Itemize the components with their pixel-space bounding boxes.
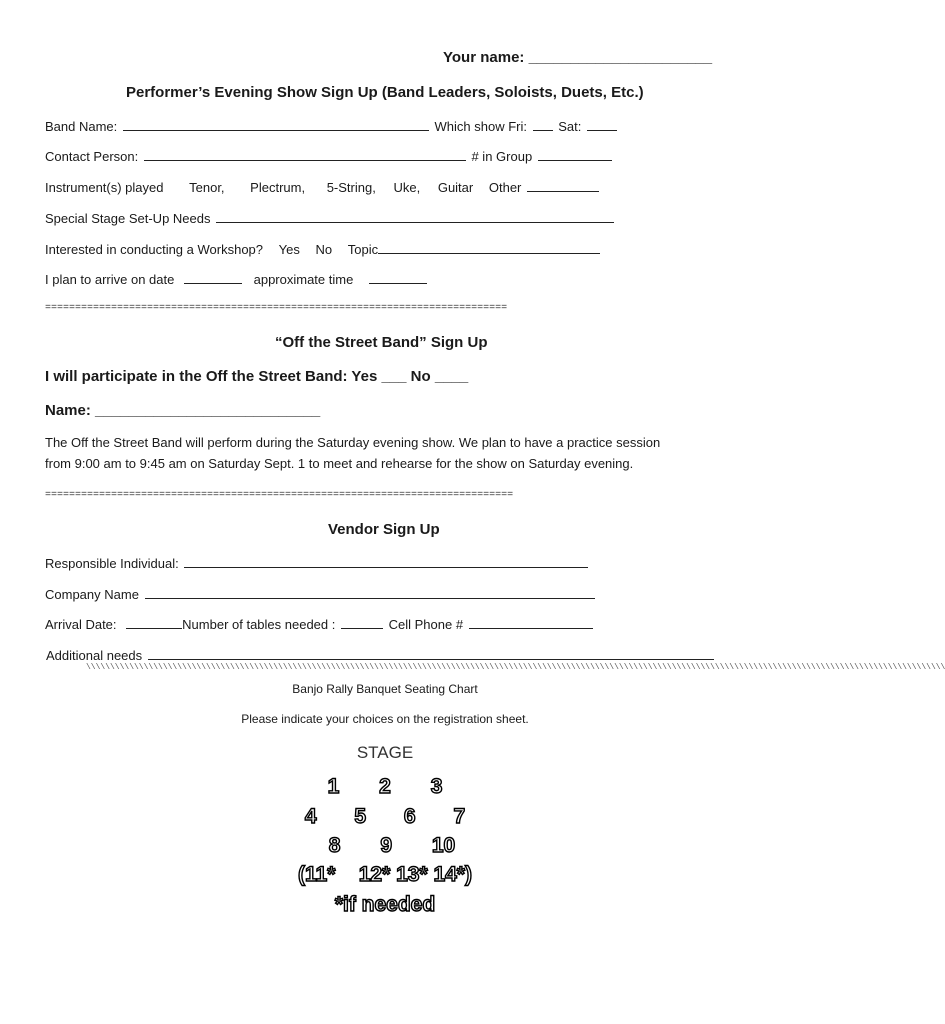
group-count-label: # in Group: [471, 149, 533, 164]
responsible-input[interactable]: [184, 555, 588, 568]
table-2[interactable]: 2: [379, 775, 391, 798]
tables-label: Number of tables needed :: [182, 617, 336, 632]
table-6[interactable]: 6: [403, 805, 416, 828]
contact-row: [45, 148, 614, 164]
seat-row-2: [0, 805, 770, 829]
cut-line: \\\\\\\\\\\\\\\\\\\\\\\\\\\\\\\\\\\\\\\\\\\\\\\\\\\\\\\\\\\\\\\\\\\\\\\\\\\\\\\\\\\\\\\\\\\\\\\\\\\\\\\\\\\\\\\\\\\\\\\\\\\\\\\\\\\\\\\\\\\\\\\\\\\\\\\\\\\\\\\\\\\\\\\\\\\\\\\\\\\: [86, 663, 945, 672]
company-label: Company Name: [45, 587, 139, 602]
tables-input[interactable]: [341, 616, 383, 629]
seat-row-4[interactable]: (11* 12* 13* 14*): [298, 863, 472, 886]
table-3[interactable]: 3: [430, 775, 443, 798]
sat-input[interactable]: [587, 118, 617, 131]
arrival-date-row: [45, 616, 595, 632]
separator-line: ==============================================================================: [45, 490, 514, 501]
company-row: [45, 586, 597, 602]
company-input[interactable]: [145, 586, 595, 599]
off-street-desc-line1: The Off the Street Band will perform during the Saturday evening show. We plan to have a practice session: [45, 435, 661, 450]
additional-needs-input[interactable]: [148, 647, 714, 660]
fri-input[interactable]: [533, 118, 553, 131]
additional-needs-row: [46, 647, 716, 663]
responsible-label: Responsible Individual:: [45, 556, 179, 571]
option-other[interactable]: Other: [488, 180, 522, 195]
other-instrument-input[interactable]: [527, 179, 599, 192]
approx-time-label: approximate time: [253, 272, 354, 287]
special-stage-label: Special Stage Set-Up Needs: [45, 211, 211, 226]
contact-label: Contact Person:: [45, 149, 139, 164]
table-5[interactable]: 5: [354, 805, 367, 828]
off-street-title: “Off the Street Band” Sign Up: [275, 334, 488, 351]
instruments-label: Instrument(s) played: [45, 180, 164, 195]
option-tenor[interactable]: Tenor,: [189, 180, 225, 195]
seat-row-1: [0, 775, 770, 799]
off-street-participate[interactable]: I will participate in the Off the Street Band: Yes ___ No ____: [45, 368, 469, 385]
performer-section-title: Performer’s Evening Show Sign Up (Band Leaders, Soloists, Duets, Etc.): [126, 84, 644, 101]
vendor-title: Vendor Sign Up: [328, 521, 440, 538]
seat-row-3: [0, 834, 770, 858]
band-name-input[interactable]: [123, 118, 429, 131]
arrival-row: [45, 271, 429, 287]
special-stage-input[interactable]: [216, 210, 614, 223]
table-1[interactable]: 1: [327, 775, 340, 798]
which-show-label: Which show Fri:: [434, 119, 527, 134]
off-street-name-field[interactable]: Name: ___________________________: [45, 402, 321, 419]
option-uke[interactable]: Uke,: [393, 180, 421, 195]
special-stage-row: [45, 210, 616, 226]
topic-label: Topic: [347, 242, 379, 257]
off-street-desc-line2: from 9:00 am to 9:45 am on Saturday Sept. 1 to meet and rehearse for the show on Saturday evening.: [45, 456, 634, 471]
arrival-date-label: Arrival Date:: [45, 617, 117, 632]
option-5-string[interactable]: 5-String,: [326, 180, 376, 195]
workshop-label: Interested in conducting a Workshop?: [45, 242, 264, 257]
workshop-yes[interactable]: Yes: [278, 242, 300, 257]
arrive-date-label: I plan to arrive on date: [45, 272, 175, 287]
table-7[interactable]: 7: [453, 805, 466, 828]
table-10[interactable]: 10: [431, 834, 456, 857]
separator-line: =============================================================================: [45, 303, 508, 314]
seating-chart-title: Banjo Rally Banquet Seating Chart: [292, 682, 478, 696]
table-4[interactable]: 4: [304, 805, 317, 828]
option-plectrum[interactable]: Plectrum,: [250, 180, 306, 195]
arrive-date-input[interactable]: [184, 271, 242, 284]
band-name-label: Band Name:: [45, 119, 118, 134]
band-name-row: [45, 118, 619, 134]
workshop-no[interactable]: No: [315, 242, 333, 257]
arrival-date-input[interactable]: [126, 616, 182, 629]
your-name-field[interactable]: Your name: ______________________: [443, 49, 713, 66]
stage-label: STAGE: [356, 743, 414, 762]
option-guitar[interactable]: Guitar: [437, 180, 474, 195]
responsible-row: [45, 555, 590, 571]
group-count-input[interactable]: [538, 148, 612, 161]
additional-needs-label: Additional needs: [46, 648, 143, 663]
cell-phone-label: Cell Phone #: [388, 617, 464, 632]
instruments-row: [45, 179, 601, 195]
workshop-row: [45, 241, 602, 257]
contact-input[interactable]: [144, 148, 466, 161]
topic-input[interactable]: [378, 241, 600, 254]
seating-chart-instruction: Please indicate your choices on the registration sheet.: [241, 712, 529, 726]
table-9[interactable]: 9: [380, 834, 392, 857]
approx-time-input[interactable]: [369, 271, 427, 284]
cell-phone-input[interactable]: [469, 616, 593, 629]
if-needed-note: *if needed: [334, 893, 436, 916]
sat-label: Sat:: [558, 119, 582, 134]
table-8[interactable]: 8: [328, 834, 341, 857]
